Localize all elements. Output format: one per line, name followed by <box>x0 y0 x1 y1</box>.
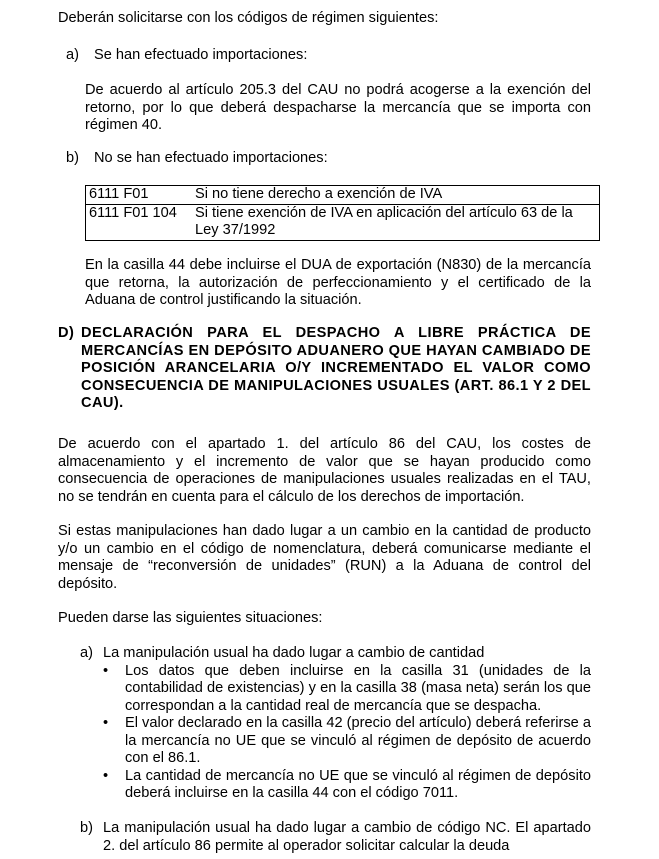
bullet-text: La cantidad de mercancía no UE que se vinculó al régimen de depósito deberá incluirse en la casilla 44 con el código 7011. <box>125 767 591 801</box>
case-a-title: Se han efectuado importaciones: <box>94 47 308 63</box>
case-a-text: De acuerdo al artículo 205.3 del CAU no podrá acogerse a la exención del retorno, por lo que deberá despacharse la mercancía que se importa con régimen 40. <box>85 82 591 133</box>
bullet-text: El valor declarado en la casilla 42 (precio del artículo) deberá referirse a la mercancía no UE que se vinculó al régimen de depósito de acuerdo con el 86.1. <box>125 715 591 766</box>
paragraph-costs: De acuerdo con el apartado 1. del artículo 86 del CAU, los costes de almacenamiento y el incremento de valor que se hayan producido como consecuencia de operaciones de manipulaciones usuales realizadas en el TAU, no se tendrán en cuenta para el cálculo de los derechos de importación. <box>58 436 591 505</box>
case-b-heading <box>66 150 328 168</box>
case-b-label: b) <box>66 150 79 166</box>
situation-a <box>80 645 591 803</box>
section-d-label: D) <box>58 325 75 341</box>
list-item <box>103 662 591 716</box>
paragraph-run-message: Si estas manipulaciones han dado lugar a un cambio en la cantidad de producto y/o un cambio en el código de nomenclatura, deberá comunicarse mediante el mensaje de “reconversión de unidades” (RUN) a la Aduana de control del depósito. <box>58 523 591 592</box>
regime-code: 6111 F01 104 <box>86 204 193 240</box>
regime-code: 6111 F01 <box>86 186 193 205</box>
situation-a-bullets <box>103 662 591 803</box>
situation-a-label: a) <box>80 645 93 661</box>
bullet-text: Los datos que deben incluirse en la casilla 31 (unidades de la contabilidad de existencias) y en la casilla 38 (masa neta) serán los que correspondan a la cantidad real de mercancía que se despacha. <box>125 662 591 714</box>
paragraph-situations: Pueden darse las siguientes situaciones: <box>58 610 323 626</box>
situation-b-label: b) <box>80 820 93 836</box>
section-d-title: DECLARACIÓN PARA EL DESPACHO A LIBRE PRÁCTICA DE MERCANCÍAS EN DEPÓSITO ADUANERO QUE HAYAN CAMBIADO DE POSICIÓN ARANCELARIA O/Y INCREMENTADO EL VALOR COMO CONSECUENCIA DE MANIPULACIONES USUALES (ART. 86.1 Y 2 DEL CAU). <box>81 325 591 411</box>
intro-text: Deberán solicitarse con los códigos de régimen siguientes: <box>58 10 439 26</box>
regime-description: Si tiene exención de IVA en aplicación del artículo 63 de la Ley 37/1992 <box>192 204 600 240</box>
situation-a-text: La manipulación usual ha dado lugar a cambio de cantidad <box>103 645 485 661</box>
case-a-heading <box>66 47 307 65</box>
regime-codes-table <box>85 185 600 241</box>
bullet-icon: • <box>103 715 109 731</box>
list-item <box>103 715 591 768</box>
list-item <box>103 767 591 803</box>
table-row <box>86 186 600 205</box>
bullet-icon: • <box>103 662 109 679</box>
section-d-heading <box>58 325 591 413</box>
case-b-text: En la casilla 44 debe incluirse el DUA de exportación (N830) de la mercancía que retorna, la autorización de perfeccionamiento y el certificado de la Aduana de control justificando la situación. <box>85 257 591 308</box>
bullet-icon: • <box>103 767 109 784</box>
case-a-label: a) <box>66 47 79 63</box>
case-b-title: No se han efectuado importaciones: <box>94 150 328 166</box>
situation-b <box>80 820 591 855</box>
regime-description: Si no tiene derecho a exención de IVA <box>192 186 600 205</box>
table-row <box>86 204 600 240</box>
situation-b-text: La manipulación usual ha dado lugar a cambio de código NC. El apartado 2. del artículo 86 permite al operador solicitar calcular la deuda <box>103 820 591 854</box>
